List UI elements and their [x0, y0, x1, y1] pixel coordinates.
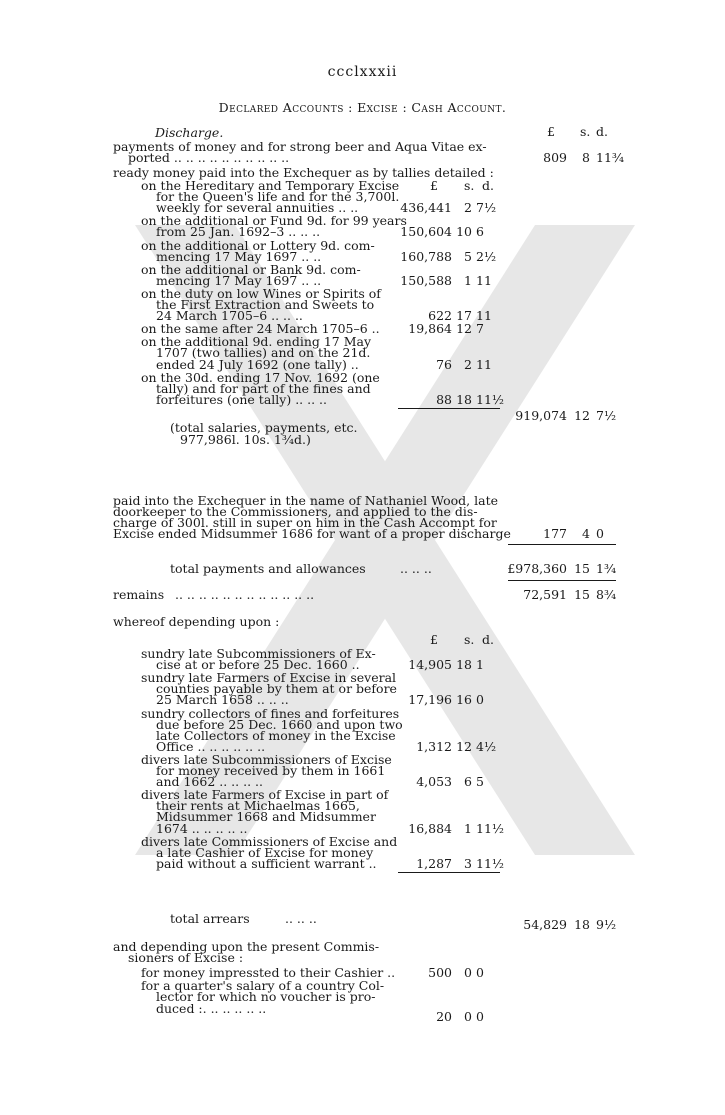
arrears-col-shilling: s. — [464, 632, 475, 647]
payments-shillings: 8 — [582, 150, 590, 166]
tally-4-pence: 11 — [476, 308, 492, 324]
present-item-line: for a quarter's salary of a country Col- — [141, 978, 385, 994]
main-col-pence: d. — [596, 124, 608, 139]
tally-6-pounds: 76 — [436, 356, 452, 372]
tally-3-shillings: 1 — [464, 272, 472, 288]
tally-subtotal-rule — [398, 408, 500, 409]
payments-pounds: 809 — [543, 150, 567, 166]
arrears-3-pence: 5 — [476, 774, 484, 790]
total-payments-pounds: £978,360 — [507, 561, 567, 576]
arrears-2-pounds: 1,312 — [416, 738, 452, 754]
arrears-0-pounds: 14,905 — [408, 657, 452, 673]
arrears-line: Office .. .. .. .. .. .. — [156, 738, 266, 754]
arrears-line: 1674 .. .. .. .. .. — [156, 820, 248, 836]
arrears-1-shillings: 16 — [456, 692, 472, 708]
tally-line: ended 24 July 1692 (one tally) .. — [156, 356, 359, 372]
arrears-line: counties payable by them at or before — [156, 681, 397, 697]
total-payments-rule — [508, 580, 616, 581]
tally-3-pounds: 150,588 — [400, 272, 452, 288]
whereof-label: whereof depending upon : — [113, 614, 280, 629]
total-arrears-label: total arrears — [170, 911, 250, 926]
tally-line: on the 30d. ending 17 Nov. 1692 (one — [141, 369, 380, 385]
tally-line: on the duty on low Wines or Spirits of — [141, 285, 381, 301]
sub-col-pound: £ — [430, 178, 438, 194]
arrears-5-shillings: 3 — [464, 855, 472, 871]
ready-money-total-pence: 7½ — [596, 407, 617, 423]
present-0-pence: 0 — [476, 965, 484, 981]
tally-7-pence: 11½ — [476, 391, 505, 407]
tally-line: on the additional or Lottery 9d. com- — [141, 237, 375, 253]
present-item-line: for money impressted to their Cashier .. — [141, 965, 396, 981]
wood-pounds: 177 — [543, 526, 567, 542]
tally-2-shillings: 5 — [464, 248, 472, 264]
tally-2-pence: 2½ — [476, 248, 497, 264]
ready-money-total-pounds: 919,074 — [515, 407, 567, 423]
present-1-shillings: 0 — [464, 1008, 472, 1024]
arrears-line: for money received by them in 1661 — [156, 763, 386, 778]
tally-1-shillings: 10 — [456, 224, 472, 240]
total-payments-label: total payments and allowances — [170, 561, 366, 576]
wood-line: doorkeeper to the Commissioners, and applied to the dis- — [113, 504, 478, 520]
tally-2-pounds: 160,788 — [400, 248, 452, 264]
arrears-line: late Collectors of money in the Excise — [156, 727, 396, 743]
arrears-col-pence: d. — [482, 632, 494, 647]
arrears-5-pounds: 1,287 — [416, 855, 452, 871]
remains-label: remains — [113, 587, 165, 602]
tally-1-pounds: 150,604 — [400, 224, 452, 240]
salaries-note-1: (total salaries, payments, etc. — [170, 419, 358, 435]
tally-line: from 25 Jan. 1692–3 .. .. .. — [156, 224, 321, 240]
tally-line: 24 March 1705–6 .. .. .. — [156, 308, 303, 324]
present-item-line: lector for which no voucher is pro- — [156, 989, 376, 1005]
arrears-line: paid without a sufficient warrant .. — [156, 855, 377, 871]
tally-line: mencing 17 May 1697 .. .. — [156, 272, 322, 288]
total-arrears-dots: .. .. .. — [285, 911, 317, 926]
payments-line-2: ported .. .. .. .. .. .. .. .. .. .. — [128, 150, 290, 166]
arrears-subtotal-rule — [398, 872, 500, 873]
arrears-line: divers late Farmers of Excise in part of — [141, 787, 389, 803]
arrears-line: sundry late Subcommissioners of Ex- — [141, 646, 376, 661]
present-0-pounds: 500 — [428, 965, 452, 981]
arrears-1-pounds: 17,196 — [408, 692, 452, 708]
arrears-0-shillings: 18 — [456, 657, 472, 673]
ready-money-line: ready money paid into the Exchequer as by tallies detailed : — [113, 165, 494, 180]
remains-dots: .. .. .. .. .. .. .. .. .. .. .. .. — [175, 587, 315, 602]
arrears-line: 25 March 1658 .. .. .. — [156, 692, 289, 708]
arrears-5-pence: 11½ — [476, 855, 505, 871]
tally-6-shillings: 2 — [464, 356, 472, 372]
total-arrears-pounds: 54,829 — [523, 917, 567, 932]
wood-shillings: 4 — [582, 526, 590, 542]
tally-5-shillings: 12 — [456, 321, 472, 337]
remains-pence: 8¾ — [596, 587, 617, 602]
arrears-4-pounds: 16,884 — [408, 820, 452, 836]
tally-3-pence: 11 — [476, 272, 492, 288]
present-1-pence: 0 — [476, 1008, 484, 1024]
total-payments-shillings: 15 — [574, 561, 590, 576]
tally-line: 1707 (two tallies) and on the 21d. — [156, 345, 371, 361]
present-1-pounds: 20 — [436, 1008, 452, 1024]
arrears-line: divers late Subcommissioners of Excise — [141, 751, 392, 767]
arrears-col-pound: £ — [430, 632, 438, 647]
page-number: ccclxxxii — [327, 64, 398, 80]
arrears-line: sundry collectors of fines and forfeitures — [141, 705, 400, 721]
tally-4-pounds: 622 — [428, 308, 452, 324]
tally-line: tally) and for part of the fines and — [156, 380, 371, 396]
wood-line: paid into the Exchequer in the name of Nathaniel Wood, late — [113, 493, 498, 508]
sub-col-pence: d. — [482, 178, 494, 194]
arrears-1-pence: 0 — [476, 692, 484, 708]
salaries-note-2: 977,986l. 10s. 1¾d.) — [180, 431, 311, 447]
arrears-4-shillings: 1 — [464, 820, 472, 836]
remains-shillings: 15 — [574, 587, 590, 602]
tally-line: on the additional or Fund 9d. for 99 years — [141, 213, 407, 229]
present-item-line: duced :. .. .. .. .. .. — [156, 1000, 267, 1016]
tally-7-shillings: 18 — [456, 391, 472, 407]
tally-1-pence: 6 — [476, 224, 484, 240]
tally-line: weekly for several annuities .. .. — [156, 200, 359, 216]
total-payments-dots: .. .. .. — [400, 561, 432, 576]
tally-line: forfeitures (one tally) .. .. .. — [156, 391, 327, 407]
ready-money-total-shillings: 12 — [574, 407, 590, 423]
present-0-shillings: 0 — [464, 965, 472, 981]
arrears-line: due before 25 Dec. 1660 and upon two — [156, 716, 403, 732]
arrears-line: divers late Commissioners of Excise and — [141, 833, 398, 849]
wood-pence: 0 — [596, 526, 604, 542]
arrears-3-pounds: 4,053 — [416, 774, 452, 790]
tally-line: for the Queen's life and for the 3,700l. — [156, 189, 400, 205]
tally-6-pence: 11 — [476, 356, 492, 372]
remains-pounds: 72,591 — [523, 587, 567, 602]
tally-5-pounds: 19,864 — [408, 321, 452, 337]
arrears-line: sundry late Farmers of Excise in several — [141, 670, 397, 686]
total-payments-pence: 1¾ — [596, 561, 617, 576]
total-arrears-shillings: 18 — [574, 917, 590, 932]
tally-line: on the additional or Bank 9d. com- — [141, 261, 361, 277]
page-heading: Declared Accounts : Excise : Cash Account. — [218, 100, 507, 115]
payments-pence: 11¾ — [596, 150, 625, 166]
tally-line: on the same after 24 March 1705–6 .. — [141, 321, 380, 337]
arrears-line: cise at or before 25 Dec. 1660 .. — [156, 657, 360, 673]
arrears-line: and 1662 .. .. .. .. — [156, 774, 263, 790]
arrears-2-pence: 4½ — [476, 738, 497, 754]
tally-7-pounds: 88 — [436, 391, 452, 407]
arrears-3-shillings: 6 — [464, 774, 472, 790]
wood-line: Excise ended Midsummer 1686 for want of a proper discharge — [113, 526, 511, 542]
present-line: and depending upon the present Commis- — [113, 939, 380, 954]
tally-line: on the Hereditary and Temporary Excise — [141, 178, 400, 193]
sub-col-shilling: s. — [464, 178, 475, 194]
tally-4-shillings: 17 — [456, 308, 472, 324]
tally-line: the First Extraction and Sweets to — [156, 297, 375, 312]
arrears-line: a late Cashier of Excise for money — [156, 844, 374, 860]
main-col-pound: £ — [547, 124, 555, 139]
present-line: sioners of Excise : — [128, 950, 244, 966]
total-arrears-pence: 9½ — [596, 917, 617, 932]
tally-0-pence: 7½ — [476, 200, 497, 216]
wood-line: charge of 300l. still in super on him in the Cash Accompt for — [113, 515, 497, 531]
arrears-line: Midsummer 1668 and Midsummer — [156, 809, 376, 825]
arrears-0-pence: 1 — [476, 657, 484, 673]
arrears-4-pence: 11½ — [476, 820, 505, 836]
tally-0-shillings: 2 — [464, 200, 472, 216]
tally-line: on the additional 9d. ending 17 May — [141, 334, 372, 350]
tally-line: mencing 17 May 1697 .. .. — [156, 248, 322, 264]
arrears-line: their rents at Michaelmas 1665, — [156, 798, 360, 814]
wood-total-rule — [508, 544, 616, 545]
main-col-shilling: s. — [580, 124, 591, 139]
discharge-label: Discharge. — [155, 125, 224, 140]
arrears-2-shillings: 12 — [456, 738, 472, 754]
payments-line-1: payments of money and for strong beer and Aqua Vitae ex- — [113, 139, 487, 154]
tally-5-pence: 7 — [476, 321, 484, 337]
tally-0-pounds: 436,441 — [400, 200, 452, 216]
